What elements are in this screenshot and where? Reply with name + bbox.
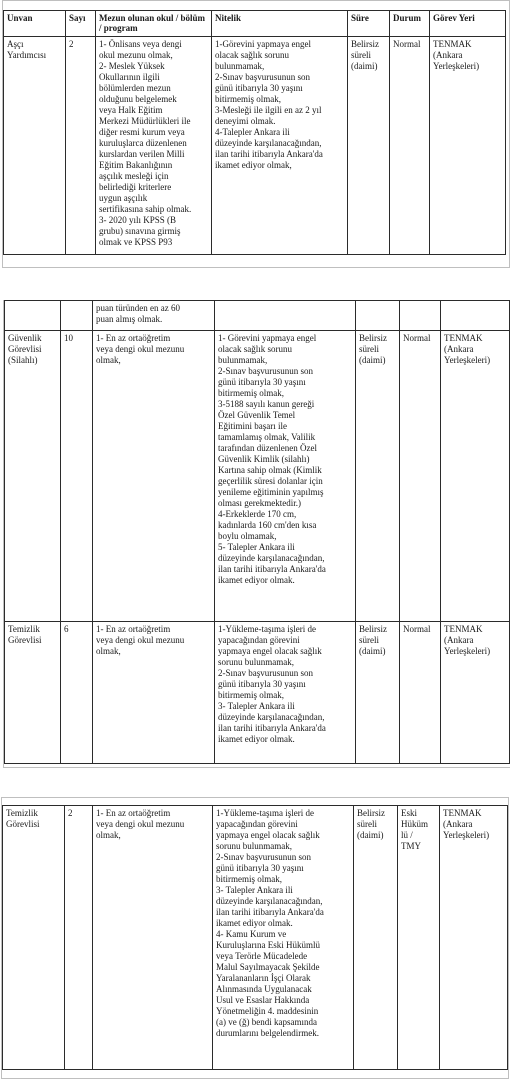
cell-title: Temizlik Görevlisi bbox=[5, 622, 61, 764]
cell-status: Eski Hüküm lü / TMY bbox=[398, 806, 440, 1070]
job-table-page-2 bbox=[4, 300, 510, 764]
header-status: Durum bbox=[390, 11, 430, 37]
cell-title: Aşçı Yardımcısı bbox=[4, 37, 66, 255]
cell-count: 10 bbox=[61, 331, 93, 622]
cell-location bbox=[441, 301, 510, 331]
cell-duration: Belirsiz süreli (daimi) bbox=[354, 806, 398, 1070]
table-row bbox=[3, 806, 508, 1070]
header-location: Görev Yeri bbox=[430, 11, 506, 37]
cell-school: puan türünden en az 60 puan almış olmak. bbox=[93, 301, 215, 331]
cell-school: 1- En az ortaöğretim veya dengi okul mezunu olmak, bbox=[93, 331, 215, 622]
cell-duration: Belirsiz süreli (daimi) bbox=[356, 331, 400, 622]
cell-qualification: 1- Görevini yapmaya engel olacak sağlık sorunu bulunmamak, 2-Sınav başvurusunun son günü itibarıyla 30 yaşını bitirmemiş olmak, 3-5188 sayılı kanun gereği Özel Güvenlik Temel Eğitimini başarı ile tamamlamış olmak, Valilik tarafından düzenlenen Özel Güvenlik Kimlik (silahlı) Kartına sahip olmak (Kimlik geçerlilik süresi dolanlar için yenileme eğitiminin yapılmış olması gerekmektedir.) 4-Erkeklerde 170 cm, kadınlarda 160 cm'den kısa boylu olmamak, 5- Talepler Ankara ili düzeyinde karşılanacağından, ilan tarihi itibarıyla Ankara'da ikamet ediyor olmak. bbox=[215, 331, 356, 622]
cell-location: TENMAK (Ankara Yerleşkeleri) bbox=[440, 806, 508, 1070]
cell-qualification bbox=[215, 301, 356, 331]
cell-title: Temizlik Görevlisi bbox=[3, 806, 65, 1070]
header-school: Mezun olunan okul / bölüm / program bbox=[96, 11, 212, 37]
page-2 bbox=[0, 300, 510, 768]
header-qualification: Nitelik bbox=[212, 11, 348, 37]
page-3 bbox=[0, 797, 510, 1080]
cell-location: TENMAK (Ankara Yerleşkeleri) bbox=[441, 622, 510, 764]
cell-school: 1- En az ortaöğretim veya dengi okul mezunu olmak, bbox=[93, 622, 215, 764]
cell-count bbox=[61, 301, 93, 331]
cell-count: 2 bbox=[66, 37, 96, 255]
cell-status: Normal bbox=[390, 37, 430, 255]
table-row bbox=[4, 37, 506, 255]
cell-status: Normal bbox=[400, 622, 441, 764]
cell-school: 1- En az ortaöğretim veya dengi okul mezunu olmak, bbox=[93, 806, 213, 1070]
table-row bbox=[5, 331, 510, 622]
header-title: Unvan bbox=[4, 11, 66, 37]
cell-location: TENMAK (Ankara Yerleşkeleri) bbox=[430, 37, 506, 255]
cell-location: TENMAK (Ankara Yerleşkeleri) bbox=[441, 331, 510, 622]
table-row bbox=[5, 622, 510, 764]
cell-qualification: 1-Görevini yapmaya engel olacak sağlık sorunu bulunmamak, 2-Sınav başvurusunun son günü itibarıyla 30 yaşını bitirmemiş olmak, 3-Mesleği ile ilgili en az 2 yıl deneyimi olmak. 4-Talepler Ankara ili düzeyinde karşılanacağından, ilan tarihi itibarıyla Ankara'da ikamet ediyor olmak, bbox=[212, 37, 348, 255]
header-duration: Süre bbox=[348, 11, 390, 37]
cell-title bbox=[5, 301, 61, 331]
cell-duration: Belirsiz süreli (daimi) bbox=[348, 37, 390, 255]
table-row bbox=[5, 301, 510, 331]
cell-qualification: 1-Yükleme-taşıma işleri de yapacağından görevini yapmaya engel olacak sağlık sorunu bulunmamak, 2-Sınav başvurusunun son günü itibarıyla 30 yaşını bitirmemiş olmak, 3- Talepler Ankara ili düzeyinde karşılanacağından, ilan tarihi itibarıyla Ankara'da ikamet ediyor olmak. 4- Kamu Kurum ve Kuruluşlarına Eski Hükümlü veya Terörle Mücadelede Malul Sayılmayacak Şekilde Yaralananların İşçi Olarak Alınmasında Uygulanacak Usul ve Esaslar Hakkında Yönetmeliğin 4. maddesinin (a) ve (ğ) bendi kapsamında durumlarını belgelendirmek. bbox=[213, 806, 354, 1070]
table-header-row bbox=[4, 11, 506, 37]
cell-title: Güvenlik Görevlisi (Silahlı) bbox=[5, 331, 61, 622]
cell-status: Normal bbox=[400, 331, 441, 622]
cell-duration: Belirsiz süreli (daimi) bbox=[356, 622, 400, 764]
job-table-page-3 bbox=[2, 805, 508, 1070]
cell-count: 2 bbox=[65, 806, 93, 1070]
cell-school: 1- Önlisans veya dengi okul mezunu olmak, 2- Meslek Yüksek Okullarının ilgili bölümlerden mezun olduğunu belgelemek veya Halk Eğitim Merkezi Müdürlükleri ile diğer resmi kurum veya kuruluşlarca düzenlenen kurslardan verilen Milli Eğitim Bakanlığının aşçılık mesleği için belirlediği kriterlere uygun aşçılık sertifikasına sahip olmak. 3- 2020 yılı KPSS (B grubu) sınavına girmiş olmak ve KPSS P93 bbox=[96, 37, 212, 255]
cell-count: 6 bbox=[61, 622, 93, 764]
job-table-page-1 bbox=[3, 10, 506, 255]
cell-status bbox=[400, 301, 441, 331]
cell-qualification: 1-Yükleme-taşıma işleri de yapacağından görevini yapmaya engel olacak sağlık sorunu bulunmamak, 2-Sınav başvurusunun son günü itibarıyla 30 yaşını bitirmemiş olmak, 3- Talepler Ankara ili düzeyinde karşılanacağından, ilan tarihi itibarıyla Ankara'da ikamet ediyor olmak. bbox=[215, 622, 356, 764]
cell-duration bbox=[356, 301, 400, 331]
header-count: Sayı bbox=[66, 11, 96, 37]
page-1 bbox=[0, 0, 510, 268]
